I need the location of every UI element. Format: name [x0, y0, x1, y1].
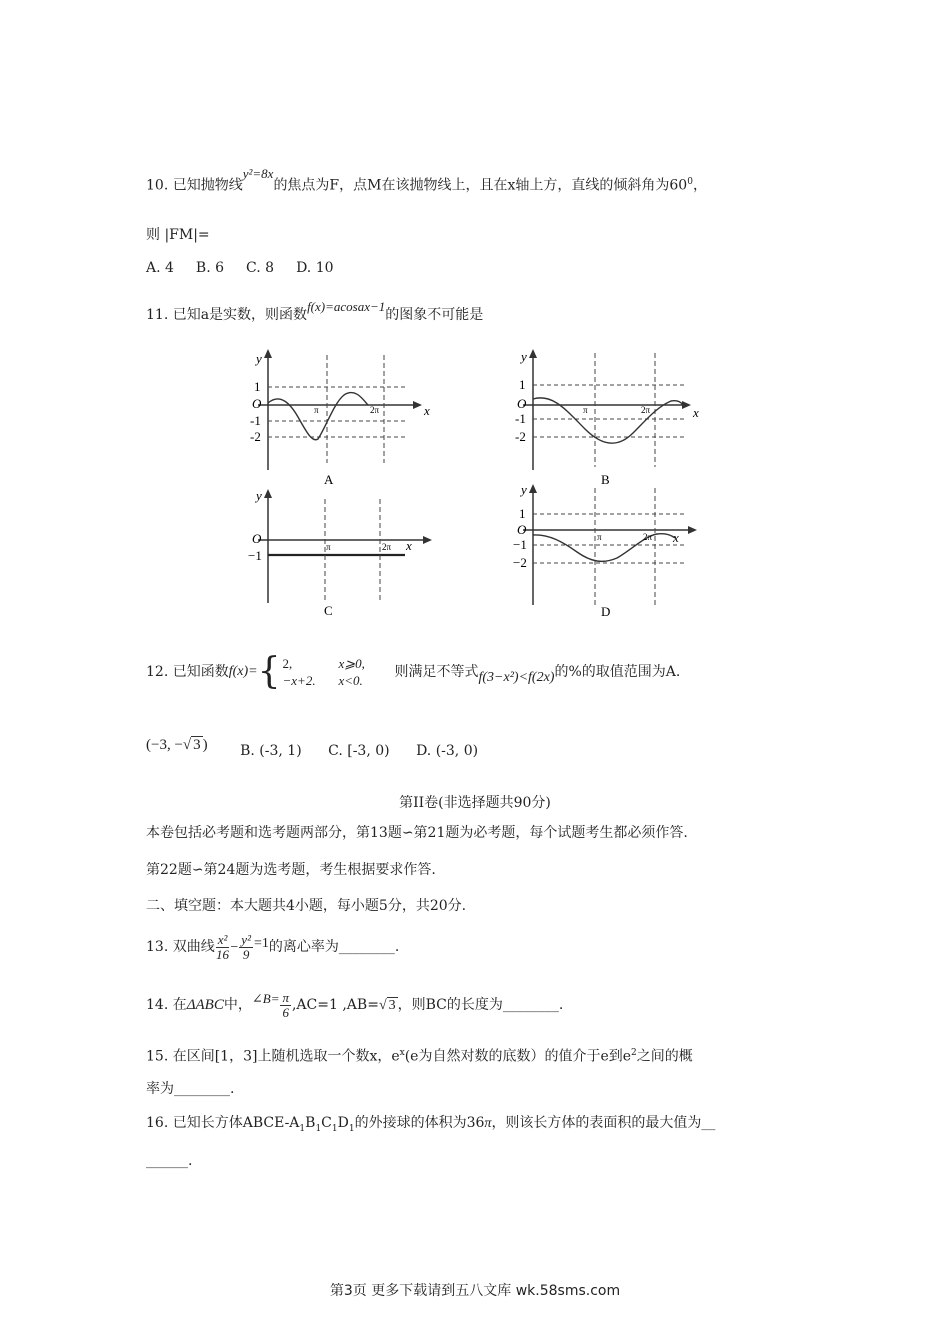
graph-d-x-label: x: [673, 530, 679, 545]
q10-parabola-eq: y²=8x: [242, 165, 274, 181]
q10-option-c: C. 8: [246, 260, 275, 276]
graph-d-tick-1: 1: [519, 506, 526, 521]
q12-option-d: D. (-3, 0): [416, 743, 479, 759]
q12-inequality: f(3−x²)<f(2x): [478, 670, 555, 685]
q10-line2: 则 |FM|=: [146, 227, 210, 243]
q10-line1: 10. 已知抛物线y²=8x的焦点为F，点M在该抛物线上，且在x轴上方，直线的倾斜角为$60^0$，: [146, 165, 707, 194]
graph-b-caption: B: [601, 472, 610, 487]
graph-c-y-label: y: [256, 488, 262, 503]
graph-b-tick-2pi: 2π: [641, 405, 651, 415]
graph-c-caption: C: [324, 603, 333, 618]
page-footer: 第3页 更多下载请到五八文库 wk.58sms.com: [329, 1283, 621, 1299]
graph-d-origin: O: [517, 522, 527, 537]
graph-b: [505, 345, 705, 490]
q14-line: 14. 在ΔABC中，∠B= $\frac{\pi}{6}$ ,AC=1 ,AB=√ 3 ，则BC的长度为________.: [146, 989, 564, 1020]
q12-options: [146, 736, 478, 766]
section-paragraph-1: 本卷包括必考题和选考题两部分，第13题∽第21题为必考题，每个试题考生都必须作答.: [146, 825, 688, 841]
q10-options: [146, 258, 356, 278]
graph-b-tick-1: 1: [519, 377, 526, 392]
graph-c-origin: O: [252, 531, 262, 546]
graph-d-tick-m1: −1: [513, 537, 527, 552]
q16-line1: 16. 已知长方体ABCE-$A_1B_1C_1D_1$的外接球的体积为36π，则该长方体的表面积的最大值为__: [146, 1115, 716, 1134]
graph-a-caption: A: [324, 472, 334, 487]
q13-line: 13. 双曲线 $\frac{\text{x²}}{16}$ − $\frac{\text{y²}}{9}$ =1的离心率为________.: [146, 931, 400, 962]
graph-c-tick-pi: π: [326, 542, 331, 552]
graph-a-tick-pi: π: [314, 405, 319, 415]
graph-b-tick-pi: π: [583, 405, 588, 415]
graph-d-caption: D: [601, 604, 611, 619]
q15-line1: 15. 在区间[1，3]上随机选取一个数x，$e^x(e$为自然对数的底数）的值介于e到$e^2$之间的概: [146, 1048, 693, 1065]
section-title: 第II卷(非选择题共90分): [399, 795, 551, 811]
section-paragraph-2: 第22题∽第24题为选考题，考生根据要求作答.: [146, 862, 436, 878]
q14-frac: $\frac{\pi}{6}$: [282, 989, 289, 1020]
q11-line: 11. 已知a是实数，则函数f(x)=acosax−1的图象不可能是: [146, 299, 484, 323]
graph-c-tick-m1: −1: [248, 548, 262, 563]
graph-d: [505, 480, 705, 620]
q15-line2: 率为________.: [146, 1081, 235, 1097]
graph-b-x-label: x: [693, 405, 699, 420]
graph-a-origin: O: [252, 396, 262, 411]
q13-frac-y: $\frac{\text{y²}}{9}$: [241, 931, 251, 962]
q12-option-a: (−3, −√ 3 ): [146, 737, 208, 753]
graph-a: [240, 345, 430, 490]
graph-d-tick-m2: −2: [513, 555, 527, 570]
q12-piecewise: 2, x⩾0, −x+2. x<0.: [282, 656, 365, 688]
graph-a-y-label: y: [256, 351, 262, 366]
graph-a-tick-m2: -2: [250, 429, 261, 444]
graph-d-tick-pi: π: [597, 532, 602, 542]
section-paragraph-3: 二、填空题：本大题共4小题，每小题5分，共20分.: [146, 898, 467, 914]
q11-function-eq: f(x)=acosax−1: [307, 299, 386, 314]
graph-a-tick-m1: -1: [250, 413, 261, 428]
graph-b-tick-m1: -1: [515, 411, 526, 426]
graph-c-tick-2pi: 2π: [382, 542, 392, 552]
graph-a-tick-2pi: 2π: [370, 405, 380, 415]
graph-c: [240, 485, 440, 620]
graph-a-tick-1: 1: [254, 379, 261, 394]
graph-b-tick-m2: -2: [515, 429, 526, 444]
graph-a-x-label: x: [424, 403, 430, 418]
q10-option-d: D. 10: [296, 260, 334, 276]
q12-option-b: B. (-3, 1): [240, 743, 302, 759]
q10-option-a: A. 4: [146, 260, 174, 276]
q16-line2: ______.: [146, 1153, 193, 1169]
q13-frac-x: $\frac{\text{x²}}{16}$: [216, 931, 230, 962]
q12-option-c: C. [-3, 0): [328, 743, 390, 759]
q10-option-b: B. 6: [195, 260, 225, 276]
q12-line: 12. 已知函数f(x)={ 2, x⩾0, −x+2. x<0. 则满足不等式f(3−x²)<f(2x)的%的取值范围为A.: [146, 652, 680, 692]
graph-b-y-label: y: [521, 349, 527, 364]
graph-d-y-label: y: [521, 482, 527, 497]
graph-b-origin: O: [517, 396, 527, 411]
graph-c-x-label: x: [406, 538, 412, 553]
graph-d-tick-2pi: 2π: [643, 532, 653, 542]
q14-root: √ 3: [378, 998, 396, 1013]
